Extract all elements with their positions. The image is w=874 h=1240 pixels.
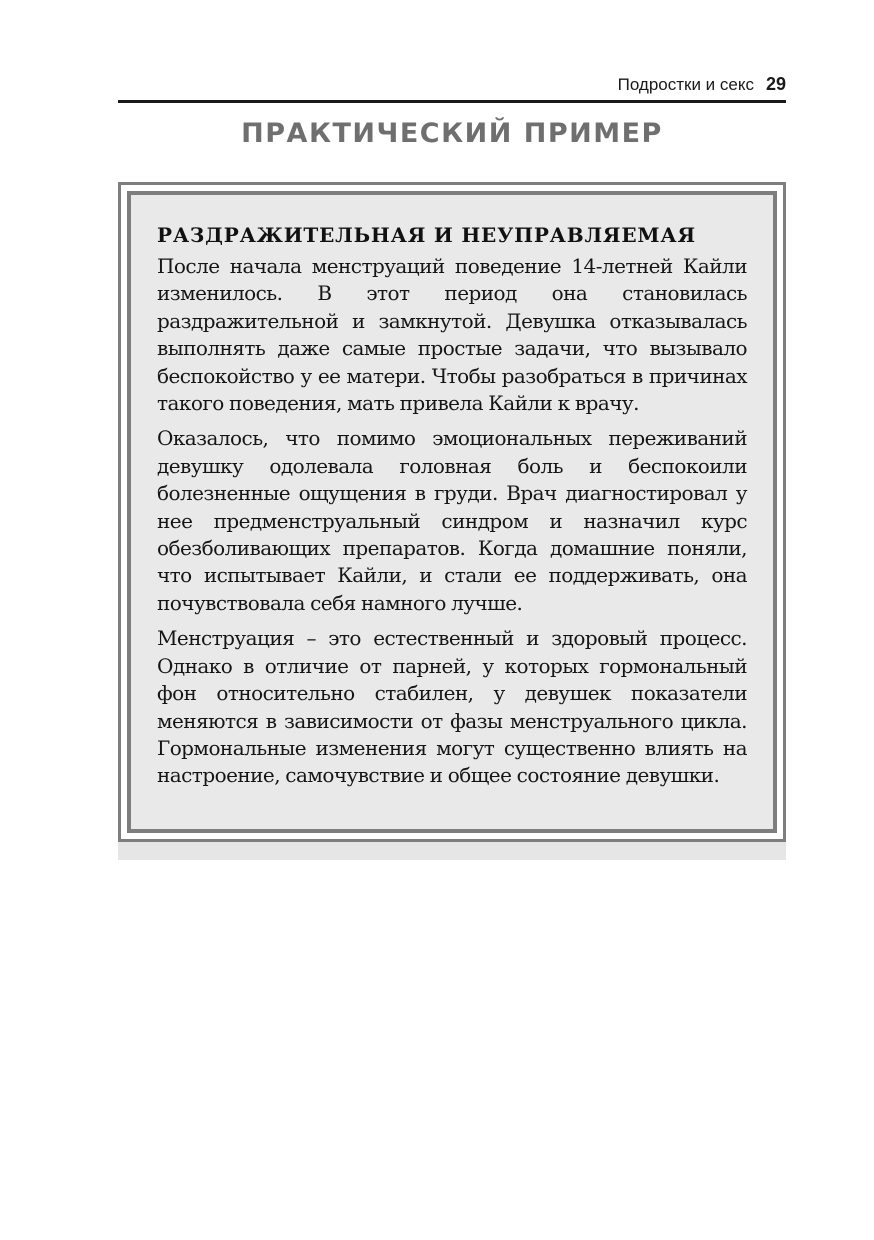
running-header-section: Подростки и секс [617,75,754,94]
page-title: ПРАКТИЧЕСКИЙ ПРИМЕР [241,118,663,149]
case-study-frame [118,182,786,842]
case-study-paragraph: Оказалось, что помимо эмоциональных переживаний девушку одолевала головная боль и беспокоили болезненные ощущения в груди. Врач диагностировал у нее предменструальный синдром и назначил курс обезболивающих препаратов. Когда домашние поняли, что испытывает Кайли, и стали ее поддерживать, она почувствовала себя намного лучше. [157,426,747,615]
case-study-heading: РАЗДРАЖИТЕЛЬНАЯ И НЕУПРАВЛЯЕМАЯ [157,223,696,247]
case-study-box [131,195,773,829]
case-study-inner-frame [127,191,777,833]
case-study-paragraph: После начала менструаций поведение 14-летней Кайли изменилось. В этот период она становилась раздражительной и замкнутой. Девушка отказывалась выполнять даже самые простые задачи, что вызывало беспокойство у ее матери. Чтобы разобраться в причинах такого поведения, мать привела Кайли к врачу. [157,254,747,416]
running-header [118,74,786,96]
case-study-paragraph: Менструация – это естественный и здоровый процесс. Однако в отличие от парней, у которых гормональный фон относительно стабилен, у девушек показатели меняются в зависимости от фазы менструального цикла. Гормональные изменения могут существенно влиять на настроение, самочувствие и общее состояние девушки. [157,626,747,788]
header-rule [118,100,786,103]
page-number: 29 [765,74,786,94]
